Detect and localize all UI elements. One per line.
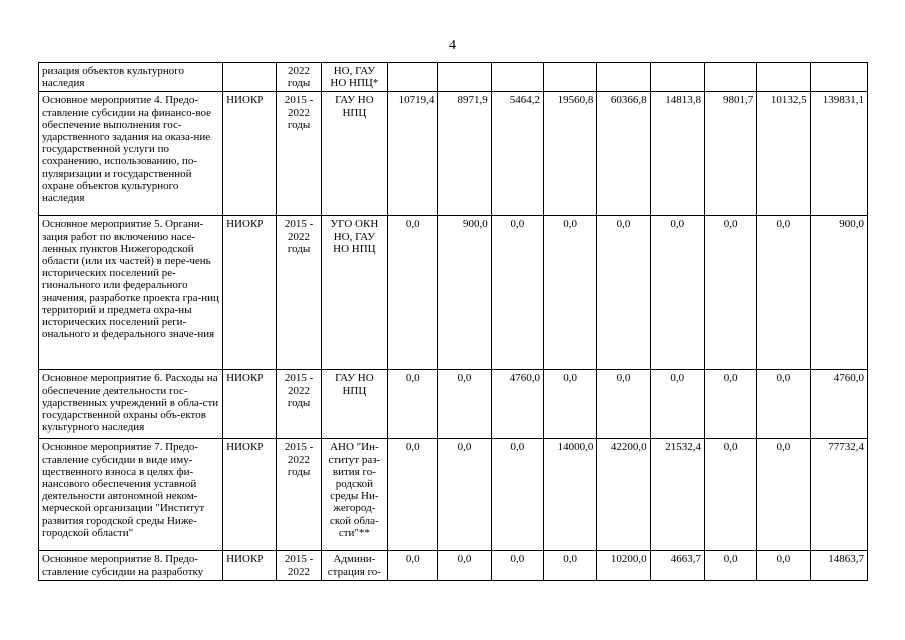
- value-cell: 14000,0: [544, 439, 597, 551]
- measure-name-cell: Основное мероприятие 7. Предо-ставление субсидии в виде иму-щественного взноса в целях фи-нансового обеспечения уставной деятельности автономной неком-мерческой организации "Институт развития городской среды Ниже-городской области": [39, 439, 223, 551]
- value-cell: 0,0: [704, 370, 756, 439]
- value-cell: 10719,4: [388, 92, 438, 216]
- value-cell: [650, 63, 704, 92]
- responsible-cell: УГО ОКН НО, ГАУ НО НПЦ: [321, 216, 387, 370]
- value-cell: 0,0: [757, 439, 810, 551]
- value-cell: 900,0: [438, 216, 491, 370]
- executor-cell: НИОКР: [223, 551, 277, 580]
- measure-name-cell: ризация объектов культурного наследия: [39, 63, 223, 92]
- value-cell: [704, 63, 756, 92]
- responsible-cell: ГАУ НО НПЦ: [321, 92, 387, 216]
- period-cell: 2015 - 2022 годы: [277, 439, 321, 551]
- period-cell: 2022 годы: [277, 63, 321, 92]
- value-cell: 0,0: [544, 370, 597, 439]
- period-cell: 2015 - 2022 годы: [277, 216, 321, 370]
- responsible-cell: АНО "Ин-ститут раз-вития го-родской среды Ни-жегород-ской обла-сти"**: [321, 439, 387, 551]
- value-cell: 0,0: [757, 216, 810, 370]
- table-row: [39, 92, 868, 216]
- measure-name-cell: Основное мероприятие 8. Предо-ставление субсидии на разработку: [39, 551, 223, 580]
- value-cell: 0,0: [650, 370, 704, 439]
- value-cell: 42200,0: [597, 439, 650, 551]
- period-cell: 2015 - 2022 годы: [277, 92, 321, 216]
- responsible-cell: Админи-страция го-: [321, 551, 387, 580]
- executor-cell: НИОКР: [223, 370, 277, 439]
- value-cell: 0,0: [438, 439, 491, 551]
- measure-name-cell: Основное мероприятие 6. Расходы на обеспечение деятельности гос-ударственных учреждений в обла-сти государственной охраны объ-ектов культурного наследия: [39, 370, 223, 439]
- value-cell: 77732,4: [810, 439, 867, 551]
- table-row: [39, 551, 868, 580]
- value-cell: 60366,8: [597, 92, 650, 216]
- executor-cell: НИОКР: [223, 92, 277, 216]
- value-cell: [438, 63, 491, 92]
- program-table: [38, 62, 868, 581]
- value-cell: 4663,7: [650, 551, 704, 580]
- table-row: [39, 63, 868, 92]
- value-cell: 0,0: [704, 551, 756, 580]
- value-cell: 21532,4: [650, 439, 704, 551]
- value-cell: 900,0: [810, 216, 867, 370]
- value-cell: 0,0: [388, 439, 438, 551]
- value-cell: 0,0: [704, 216, 756, 370]
- value-cell: 9801,7: [704, 92, 756, 216]
- value-cell: 0,0: [491, 439, 543, 551]
- responsible-cell: ГАУ НО НПЦ: [321, 370, 387, 439]
- value-cell: [388, 63, 438, 92]
- value-cell: 0,0: [388, 216, 438, 370]
- value-cell: [597, 63, 650, 92]
- value-cell: 0,0: [757, 551, 810, 580]
- value-cell: [757, 63, 810, 92]
- measure-name-cell: Основное мероприятие 4. Предо-ставление субсидии на финансо-вое обеспечение выполнения гос-ударственного задания на оказа-ние государственной услуги по сохранению, использованию, по-пуляризации и государственной охране объектов культурного наследия: [39, 92, 223, 216]
- value-cell: 0,0: [438, 551, 491, 580]
- period-cell: 2015 - 2022: [277, 551, 321, 580]
- executor-cell: НИОКР: [223, 216, 277, 370]
- value-cell: 0,0: [650, 216, 704, 370]
- value-cell: 10200,0: [597, 551, 650, 580]
- value-cell: 0,0: [544, 216, 597, 370]
- table-row: [39, 216, 868, 370]
- value-cell: 14863,7: [810, 551, 867, 580]
- value-cell: 0,0: [438, 370, 491, 439]
- value-cell: 5464,2: [491, 92, 543, 216]
- value-cell: 19560,8: [544, 92, 597, 216]
- value-cell: 0,0: [597, 370, 650, 439]
- value-cell: 0,0: [544, 551, 597, 580]
- value-cell: 14813,8: [650, 92, 704, 216]
- value-cell: 0,0: [388, 370, 438, 439]
- table-row: [39, 370, 868, 439]
- value-cell: 4760,0: [810, 370, 867, 439]
- value-cell: 4760,0: [491, 370, 543, 439]
- value-cell: 10132,5: [757, 92, 810, 216]
- value-cell: 0,0: [388, 551, 438, 580]
- value-cell: 0,0: [491, 216, 543, 370]
- value-cell: 8971,9: [438, 92, 491, 216]
- value-cell: 0,0: [757, 370, 810, 439]
- value-cell: [810, 63, 867, 92]
- table-row: [39, 439, 868, 551]
- value-cell: 0,0: [704, 439, 756, 551]
- executor-cell: НИОКР: [223, 439, 277, 551]
- measure-name-cell: Основное мероприятие 5. Органи-зация работ по включению насе-ленных пунктов Нижегородской области (или их частей) в пере-чень исторических поселений ре-гионального или федерального значения, разработке проекта гра-ниц территорий и предмета охра-ны исторических поселений реги-онального и федерального значе-ния: [39, 216, 223, 370]
- executor-cell: [223, 63, 277, 92]
- value-cell: [491, 63, 543, 92]
- value-cell: 139831,1: [810, 92, 867, 216]
- responsible-cell: НО, ГАУ НО НПЦ*: [321, 63, 387, 92]
- period-cell: 2015 - 2022 годы: [277, 370, 321, 439]
- value-cell: [544, 63, 597, 92]
- value-cell: 0,0: [491, 551, 543, 580]
- value-cell: 0,0: [597, 216, 650, 370]
- page-number: 4: [449, 38, 456, 53]
